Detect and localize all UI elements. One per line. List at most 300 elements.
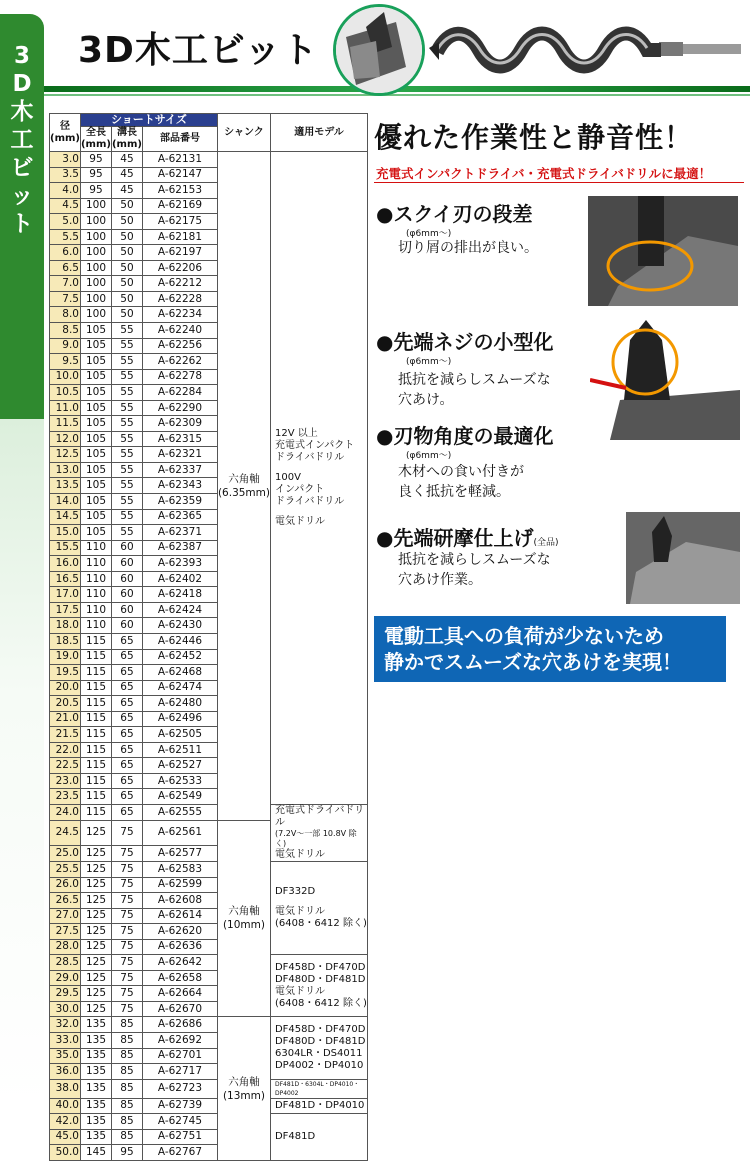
part-number-cell: A-62197 xyxy=(142,245,217,261)
total-length-cell: 145 xyxy=(80,1145,111,1161)
model-cell xyxy=(270,152,367,805)
col-total-length: 全長 (mm) xyxy=(80,127,111,150)
groove-length-cell: 55 xyxy=(111,416,142,432)
groove-length-cell: 55 xyxy=(111,525,142,541)
feature-2-photo xyxy=(590,320,740,440)
diameter-cell: 18.0 xyxy=(50,618,81,634)
total-length-cell: 125 xyxy=(80,820,111,846)
groove-length-cell: 85 xyxy=(111,1129,142,1145)
shank-size: (13mm) xyxy=(222,1089,265,1102)
groove-length-cell: 50 xyxy=(111,214,142,230)
diameter-cell: 8.5 xyxy=(50,323,81,339)
part-number-cell: A-62359 xyxy=(142,494,217,510)
part-number-cell: A-62256 xyxy=(142,338,217,354)
part-number-cell: A-62393 xyxy=(142,556,217,572)
diameter-cell: 11.5 xyxy=(50,416,81,432)
part-number-cell: A-62446 xyxy=(142,633,217,649)
model-line: 電気ドリル xyxy=(274,985,325,997)
drill-bit-image xyxy=(429,20,749,80)
part-number-cell: A-62739 xyxy=(142,1098,217,1114)
feature-1-photo xyxy=(588,196,738,306)
groove-length-cell: 55 xyxy=(111,385,142,401)
total-length-cell: 135 xyxy=(80,1079,111,1098)
total-length-cell: 125 xyxy=(80,861,111,877)
diameter-cell: 20.5 xyxy=(50,696,81,712)
part-number-cell: A-62577 xyxy=(142,846,217,862)
part-number-cell: A-62424 xyxy=(142,602,217,618)
feature-2-note: (φ6mm〜) xyxy=(406,357,452,367)
groove-length-cell: 85 xyxy=(111,1017,142,1033)
part-number-cell: A-62636 xyxy=(142,939,217,955)
total-length-cell: 110 xyxy=(80,540,111,556)
groove-length-cell: 65 xyxy=(111,727,142,743)
diameter-cell: 28.5 xyxy=(50,955,81,971)
sidebar-char: 木 xyxy=(10,99,34,125)
part-number-cell: A-62468 xyxy=(142,665,217,681)
model-line: インパクト xyxy=(274,483,325,495)
groove-length-cell: 85 xyxy=(111,1064,142,1080)
total-length-cell: 105 xyxy=(80,525,111,541)
feature-2-title: ●先端ネジの小型化 xyxy=(376,330,554,354)
diameter-cell: 21.0 xyxy=(50,711,81,727)
part-number-cell: A-62315 xyxy=(142,431,217,447)
groove-length-cell: 60 xyxy=(111,571,142,587)
diameter-cell: 4.5 xyxy=(50,198,81,214)
part-number-cell: A-62608 xyxy=(142,893,217,909)
total-length-cell: 125 xyxy=(80,893,111,909)
diameter-cell: 26.5 xyxy=(50,893,81,909)
total-length-cell: 100 xyxy=(80,260,111,276)
model-line: 充電式ドライバドリル xyxy=(274,804,365,828)
diameter-cell: 6.0 xyxy=(50,245,81,261)
part-number-cell: A-62147 xyxy=(142,167,217,183)
total-length-cell: 115 xyxy=(80,633,111,649)
diameter-cell: 32.0 xyxy=(50,1017,81,1033)
diameter-cell: 28.0 xyxy=(50,939,81,955)
groove-length-cell: 65 xyxy=(111,696,142,712)
model-cell xyxy=(270,955,367,1017)
groove-length-cell: 50 xyxy=(111,307,142,323)
groove-length-cell: 55 xyxy=(111,509,142,525)
sidebar-char: ビ xyxy=(10,155,34,181)
feature-4-note: (全品) xyxy=(533,538,559,548)
diameter-cell: 3.0 xyxy=(50,152,81,168)
page-title: 3D木工ビット xyxy=(78,30,319,71)
groove-length-cell: 75 xyxy=(111,893,142,909)
groove-length-cell: 45 xyxy=(111,167,142,183)
total-length-cell: 105 xyxy=(80,462,111,478)
total-length-cell: 115 xyxy=(80,758,111,774)
groove-length-cell: 45 xyxy=(111,183,142,199)
sidebar-char: D xyxy=(12,71,32,97)
total-length-cell: 115 xyxy=(80,696,111,712)
part-number-cell: A-62309 xyxy=(142,416,217,432)
groove-length-cell: 60 xyxy=(111,602,142,618)
part-number-cell: A-62717 xyxy=(142,1064,217,1080)
diameter-cell: 45.0 xyxy=(50,1129,81,1145)
model-line: 100V xyxy=(274,471,301,483)
diameter-cell: 14.0 xyxy=(50,494,81,510)
diameter-cell: 35.0 xyxy=(50,1048,81,1064)
diameter-cell: 50.0 xyxy=(50,1145,81,1161)
total-length-cell: 100 xyxy=(80,276,111,292)
groove-length-cell: 60 xyxy=(111,618,142,634)
model-line: DP4002・DP4010 xyxy=(274,1060,364,1072)
diameter-cell: 29.0 xyxy=(50,970,81,986)
part-number-cell: A-62234 xyxy=(142,307,217,323)
part-number-cell: A-62402 xyxy=(142,571,217,587)
groove-length-cell: 55 xyxy=(111,462,142,478)
diameter-cell: 29.5 xyxy=(50,986,81,1002)
model-line: 電気ドリル xyxy=(274,515,325,527)
total-length-cell: 125 xyxy=(80,908,111,924)
part-number-cell: A-62321 xyxy=(142,447,217,463)
total-length-cell: 100 xyxy=(80,229,111,245)
groove-length-cell: 75 xyxy=(111,1001,142,1017)
total-length-cell: 115 xyxy=(80,789,111,805)
part-number-cell: A-62262 xyxy=(142,354,217,370)
model-cell xyxy=(270,1017,367,1079)
part-number-cell: A-62480 xyxy=(142,696,217,712)
diameter-cell: 10.0 xyxy=(50,369,81,385)
sidebar-char: ト xyxy=(10,211,34,237)
model-cell xyxy=(270,1079,367,1098)
model-line: 電気ドリル xyxy=(274,848,325,860)
diameter-cell: 40.0 xyxy=(50,1098,81,1114)
total-length-cell: 105 xyxy=(80,416,111,432)
groove-length-cell: 75 xyxy=(111,955,142,971)
total-length-cell: 115 xyxy=(80,773,111,789)
groove-length-cell: 55 xyxy=(111,369,142,385)
part-number-cell: A-62343 xyxy=(142,478,217,494)
part-number-cell: A-62169 xyxy=(142,198,217,214)
feature-1-title: ●スクイ刃の段差 xyxy=(376,202,533,226)
groove-length-cell: 50 xyxy=(111,276,142,292)
header-subrule xyxy=(44,94,750,96)
part-number-cell: A-62474 xyxy=(142,680,217,696)
diameter-cell: 9.0 xyxy=(50,338,81,354)
total-length-cell: 100 xyxy=(80,307,111,323)
groove-length-cell: 85 xyxy=(111,1032,142,1048)
table-row xyxy=(50,861,368,877)
col-short-size: ショートサイズ xyxy=(80,114,217,127)
diameter-cell: 16.5 xyxy=(50,571,81,587)
groove-length-cell: 60 xyxy=(111,587,142,603)
part-number-cell: A-62430 xyxy=(142,618,217,634)
feature-4-photo xyxy=(606,512,740,604)
model-line xyxy=(275,464,367,472)
groove-length-cell: 65 xyxy=(111,649,142,665)
promo-panel xyxy=(366,108,750,688)
part-number-cell: A-62496 xyxy=(142,711,217,727)
model-cell xyxy=(270,861,367,954)
groove-length-cell: 65 xyxy=(111,633,142,649)
groove-length-cell: 75 xyxy=(111,939,142,955)
groove-length-cell: 55 xyxy=(111,447,142,463)
part-number-cell: A-62206 xyxy=(142,260,217,276)
part-number-cell: A-62620 xyxy=(142,924,217,940)
groove-length-cell: 50 xyxy=(111,198,142,214)
total-length-cell: 125 xyxy=(80,1001,111,1017)
promo-subhead: 充電式インパクトドライバ・充電式ドライバドリルに最適！ xyxy=(376,166,712,181)
sidebar-char: ッ xyxy=(10,183,34,209)
feature-3-note: (φ6mm〜) xyxy=(406,451,452,461)
diameter-cell: 9.5 xyxy=(50,354,81,370)
model-line: DF458D・DF470D xyxy=(274,961,366,973)
part-number-cell: A-62527 xyxy=(142,758,217,774)
feature-2-desc-1: 抵抗を減らしスムーズな xyxy=(398,372,551,388)
groove-length-cell: 65 xyxy=(111,711,142,727)
total-length-cell: 110 xyxy=(80,571,111,587)
part-number-cell: A-62387 xyxy=(142,540,217,556)
shank-label: 六角軸 xyxy=(228,905,260,918)
total-length-cell: 125 xyxy=(80,970,111,986)
diameter-cell: 23.0 xyxy=(50,773,81,789)
diameter-cell: 20.0 xyxy=(50,680,81,696)
total-length-cell: 115 xyxy=(80,711,111,727)
groove-length-cell: 75 xyxy=(111,861,142,877)
model-line: 電気ドリル xyxy=(274,906,325,918)
page-header xyxy=(44,0,750,100)
groove-length-cell: 50 xyxy=(111,291,142,307)
groove-length-cell: 55 xyxy=(111,338,142,354)
part-number-cell: A-62555 xyxy=(142,804,217,820)
table-row xyxy=(50,804,368,820)
diameter-cell: 25.0 xyxy=(50,846,81,862)
part-number-cell: A-62561 xyxy=(142,820,217,846)
diameter-cell: 42.0 xyxy=(50,1114,81,1130)
groove-length-cell: 75 xyxy=(111,924,142,940)
shank-size: (10mm) xyxy=(222,919,265,932)
part-number-cell: A-62337 xyxy=(142,462,217,478)
groove-length-cell: 75 xyxy=(111,877,142,893)
total-length-cell: 95 xyxy=(80,152,111,168)
diameter-cell: 14.5 xyxy=(50,509,81,525)
total-length-cell: 135 xyxy=(80,1098,111,1114)
groove-length-cell: 75 xyxy=(111,820,142,846)
total-length-cell: 115 xyxy=(80,649,111,665)
groove-length-cell: 65 xyxy=(111,804,142,820)
total-length-cell: 125 xyxy=(80,846,111,862)
sidebar-char: 3 xyxy=(13,43,30,69)
total-length-cell: 105 xyxy=(80,478,111,494)
model-line: ドライバドリル xyxy=(274,495,345,507)
diameter-cell: 33.0 xyxy=(50,1032,81,1048)
groove-length-cell: 65 xyxy=(111,742,142,758)
total-length-cell: 115 xyxy=(80,727,111,743)
total-length-cell: 100 xyxy=(80,198,111,214)
part-number-cell: A-62418 xyxy=(142,587,217,603)
promo-headline: 優れた作業性と静音性！ xyxy=(374,121,694,154)
part-number-cell: A-62371 xyxy=(142,525,217,541)
part-number-cell: A-62290 xyxy=(142,400,217,416)
total-length-cell: 105 xyxy=(80,447,111,463)
diameter-cell: 17.5 xyxy=(50,602,81,618)
red-rule xyxy=(374,182,744,183)
diameter-cell: 17.0 xyxy=(50,587,81,603)
model-line: DF480D・DF481D xyxy=(274,973,366,985)
part-number-cell: A-62511 xyxy=(142,742,217,758)
model-line: DF481D・6304L・DP4010・DP4002 xyxy=(274,1080,360,1097)
total-length-cell: 125 xyxy=(80,986,111,1002)
model-line xyxy=(275,898,367,906)
model-cell xyxy=(270,1114,367,1161)
part-number-cell: A-62228 xyxy=(142,291,217,307)
groove-length-cell: 60 xyxy=(111,556,142,572)
promo-banner xyxy=(374,616,726,682)
total-length-cell: 110 xyxy=(80,602,111,618)
groove-length-cell: 65 xyxy=(111,665,142,681)
diameter-cell: 5.5 xyxy=(50,229,81,245)
diameter-cell: 16.0 xyxy=(50,556,81,572)
total-length-cell: 95 xyxy=(80,167,111,183)
shank-cell xyxy=(217,1017,270,1160)
total-length-cell: 100 xyxy=(80,245,111,261)
total-length-cell: 115 xyxy=(80,742,111,758)
diameter-cell: 19.0 xyxy=(50,649,81,665)
groove-length-cell: 55 xyxy=(111,431,142,447)
total-length-cell: 115 xyxy=(80,680,111,696)
diameter-cell: 13.0 xyxy=(50,462,81,478)
part-number-cell: A-62452 xyxy=(142,649,217,665)
diameter-cell: 24.5 xyxy=(50,820,81,846)
diameter-cell: 24.0 xyxy=(50,804,81,820)
total-length-cell: 125 xyxy=(80,955,111,971)
total-length-cell: 135 xyxy=(80,1017,111,1033)
diameter-cell: 30.0 xyxy=(50,1001,81,1017)
total-length-cell: 125 xyxy=(80,924,111,940)
model-line: ドライバドリル xyxy=(274,451,345,463)
diameter-cell: 22.5 xyxy=(50,758,81,774)
groove-length-cell: 85 xyxy=(111,1098,142,1114)
part-number-cell: A-62599 xyxy=(142,877,217,893)
part-number-cell: A-62278 xyxy=(142,369,217,385)
groove-length-cell: 55 xyxy=(111,494,142,510)
diameter-cell: 19.5 xyxy=(50,665,81,681)
groove-length-cell: 85 xyxy=(111,1048,142,1064)
model-line: 充電式インパクト xyxy=(274,439,355,451)
total-length-cell: 135 xyxy=(80,1032,111,1048)
feature-1-note: (φ6mm〜) xyxy=(406,229,452,239)
groove-length-cell: 65 xyxy=(111,680,142,696)
groove-length-cell: 65 xyxy=(111,773,142,789)
diameter-cell: 21.5 xyxy=(50,727,81,743)
groove-length-cell: 75 xyxy=(111,908,142,924)
sidebar-vertical-label xyxy=(0,42,44,238)
groove-length-cell: 75 xyxy=(111,846,142,862)
diameter-cell: 38.0 xyxy=(50,1079,81,1098)
diameter-cell: 25.5 xyxy=(50,861,81,877)
groove-length-cell: 75 xyxy=(111,986,142,1002)
diameter-cell: 18.5 xyxy=(50,633,81,649)
total-length-cell: 100 xyxy=(80,291,111,307)
groove-length-cell: 55 xyxy=(111,323,142,339)
table-row xyxy=(50,1114,368,1130)
shank-label: 六角軸 xyxy=(228,472,260,485)
diameter-cell: 13.5 xyxy=(50,478,81,494)
diameter-cell: 27.5 xyxy=(50,924,81,940)
total-length-cell: 105 xyxy=(80,431,111,447)
part-number-cell: A-62642 xyxy=(142,955,217,971)
total-length-cell: 110 xyxy=(80,556,111,572)
groove-length-cell: 65 xyxy=(111,758,142,774)
total-length-cell: 110 xyxy=(80,618,111,634)
sidebar-char: 工 xyxy=(10,127,34,153)
groove-length-cell: 45 xyxy=(111,152,142,168)
model-line: DF481D xyxy=(274,1130,316,1142)
diameter-cell: 12.0 xyxy=(50,431,81,447)
banner-line-2: 静かでスムーズな穴あけを実現！ xyxy=(384,650,682,674)
groove-length-cell: 55 xyxy=(111,478,142,494)
part-number-cell: A-62692 xyxy=(142,1032,217,1048)
banner-line-1: 電動工具への負荷が少ないため xyxy=(384,624,664,648)
col-groove-length: 溝長 (mm) xyxy=(111,127,142,150)
diameter-cell: 22.0 xyxy=(50,742,81,758)
col-shank: シャンク xyxy=(217,114,270,152)
diameter-cell: 6.5 xyxy=(50,260,81,276)
groove-length-cell: 50 xyxy=(111,229,142,245)
total-length-cell: 100 xyxy=(80,214,111,230)
sidebar-fade xyxy=(0,419,44,1107)
part-number-cell: A-62212 xyxy=(142,276,217,292)
total-length-cell: 110 xyxy=(80,587,111,603)
sidebar-tab xyxy=(0,0,44,1107)
part-number-cell: A-62240 xyxy=(142,323,217,339)
diameter-cell: 23.5 xyxy=(50,789,81,805)
part-number-cell: A-62284 xyxy=(142,385,217,401)
part-number-cell: A-62131 xyxy=(142,152,217,168)
total-length-cell: 135 xyxy=(80,1064,111,1080)
bit-tip-closeup-image xyxy=(333,4,425,96)
feature-1-desc: 切り屑の排出が良い。 xyxy=(398,240,538,256)
part-number-cell: A-62701 xyxy=(142,1048,217,1064)
part-number-cell: A-62505 xyxy=(142,727,217,743)
shank-cell xyxy=(217,152,270,821)
diameter-cell: 10.5 xyxy=(50,385,81,401)
col-part-number: 部品番号 xyxy=(142,127,217,152)
total-length-cell: 105 xyxy=(80,338,111,354)
table-row xyxy=(50,1017,368,1033)
model-line: DF332D xyxy=(274,886,316,898)
model-line: (6408・6412 除く) xyxy=(274,918,367,930)
table-row xyxy=(50,955,368,971)
part-number-cell: A-62614 xyxy=(142,908,217,924)
total-length-cell: 105 xyxy=(80,494,111,510)
model-line: 12V 以上 xyxy=(274,427,318,439)
part-number-cell: A-62365 xyxy=(142,509,217,525)
diameter-cell: 15.5 xyxy=(50,540,81,556)
diameter-cell: 27.0 xyxy=(50,908,81,924)
groove-length-cell: 50 xyxy=(111,260,142,276)
part-number-cell: A-62153 xyxy=(142,183,217,199)
part-number-cell: A-62175 xyxy=(142,214,217,230)
part-number-cell: A-62664 xyxy=(142,986,217,1002)
diameter-cell: 15.0 xyxy=(50,525,81,541)
col-diameter: 径 (mm) xyxy=(50,114,81,152)
total-length-cell: 105 xyxy=(80,323,111,339)
feature-4-title: ●先端研摩仕上げ(全品) xyxy=(376,526,559,550)
model-line: DF481D・DP4010 xyxy=(274,1099,365,1111)
groove-length-cell: 75 xyxy=(111,970,142,986)
groove-length-cell: 55 xyxy=(111,354,142,370)
groove-length-cell: 60 xyxy=(111,540,142,556)
shank-size: (6.35mm) xyxy=(217,486,270,499)
diameter-cell: 7.0 xyxy=(50,276,81,292)
diameter-cell: 7.5 xyxy=(50,291,81,307)
total-length-cell: 105 xyxy=(80,509,111,525)
groove-length-cell: 50 xyxy=(111,245,142,261)
part-number-cell: A-62181 xyxy=(142,229,217,245)
